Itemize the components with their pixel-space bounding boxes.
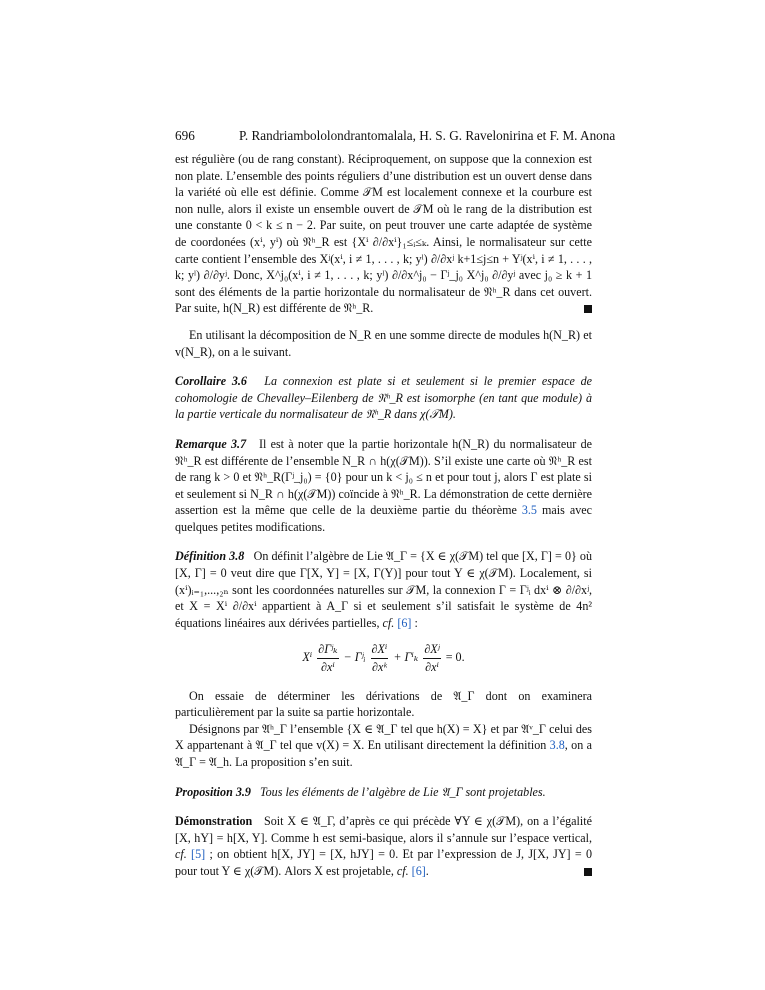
fraction-3: $\frac{\text{∂Xʲ}}{\text{∂xⁱ}}$: [424, 642, 440, 675]
paragraph-decomposition: En utilisant la décomposition de N_R en une somme directe de modules h(N_R) et v(N_R), on a le suivant.: [175, 327, 592, 359]
proposition-3-9: [175, 784, 592, 801]
remark-3-7: Remarque 3.7 Il est à noter que la partie horizontale h(N_R) du normalisateur de 𝔑ʰ_R est différente de l’ensemble N_R ∩ h(χ(𝒯M)). S’il existe une carte où 𝔑ʰ_R est de rang k > 0 et 𝔑ʰ_R(Γʲ_j₀) = {0} pour un k < j₀ ≤ n et pour tout j, alors Γ est plate si et seulement si N_R ∩ h(χ(𝒯M)) coïncide à 𝔑ʰ_R. La démonstration de cette dernière assertion est la même que celle de la deuxième partie du théorème 3.5 mais avec quelques petites modifications.: [175, 436, 592, 534]
proof-block: Démonstration Soit X ∈ 𝔄_Γ, d’après ce qui précède ∀Y ∈ χ(𝒯M), on a l’égalité [X, hY] = h[X, Y]. Comme h est semi-basique, alors il s’annule sur l’espace vertical, cf. [5] ; on obtient h[X, JY] = [X, hJY] = 0. Et par l’expression de J, J[X, JY] = 0 pour tout Y ∈ χ(𝒯M). Alors X est projetable, cf. [6].: [175, 814, 592, 878]
page-body: [175, 151, 592, 880]
paragraph-derivations: On essaie de déterminer les dérivations de 𝔄_Γ dont on examinera particulièrement par la suite sa partie horizontale.: [175, 688, 592, 720]
proof-label: Démonstration: [175, 814, 253, 829]
theorem-3-5-link[interactable]: 3.5: [521, 503, 537, 518]
page-number: 696: [175, 128, 195, 143]
fraction-2: $\frac{\text{∂Xⁱ}}{\text{∂xᵏ}}$: [371, 642, 388, 675]
running-authors: P. Randriambololondrantomalala, H. S. G. Ravelonirina et F. M. Anona: [239, 128, 616, 143]
paragraph-proof-end: est régulière (ou de rang constant). Réciproquement, on suppose que la connexion est non plate. L’ensemble des points réguliers d’une distribution est un ouvert dense dans la variété où elle est définie. Comme 𝒯M est localement connexe et la courbure est non nulle, alors il existe un ensemble ouvert de 𝒯M où le rang de la distribution est une constante 0 < k ≤ n − 2. Par suite, on peut trouver une carte adaptée de système de coordonées (xⁱ, yⁱ) où 𝔑ʰ_R est {Xⁱ ∂/∂xⁱ}₁≤ᵢ≤ₖ. Ainsi, le normalisateur sur cette carte contient l’ensemble des Xʲ(xⁱ, i ≠ 1, . . . , k; yˡ) ∂/∂xʲ k+1≤j≤n + Yʲ(xⁱ, i ≠ 1, . . . , k; yˡ) ∂/∂yʲ. Donc, X^j₀(xⁱ, i ≠ 1, . . . , k; yˡ) ∂/∂x^j₀ − Γʲ_j₀ X^j₀ ∂/∂yʲ avec j₀ ≥ k + 1 sont des éléments de la partie horizontale du normalisateur de 𝔑ʰ_R dans cet ouvert. Par suite, h(N_R) est différente de 𝔑ʰ_R.: [175, 152, 592, 316]
qed-icon: [584, 305, 592, 313]
corollary-text: La connexion est plate si et seulement si le premier espace de cohomologie de Chevalley–Eilenberg de 𝔑ʰ_R est isomorphe (en tant que module) à la partie verticale du normalisateur de 𝔑ʰ_R dans χ(𝒯M).: [175, 374, 592, 422]
definition-label: Définition 3.8: [175, 549, 245, 564]
citation-5-link[interactable]: [5]: [191, 847, 206, 862]
corollary-label: Corollaire 3.6: [175, 374, 247, 389]
remark-label: Remarque 3.7: [175, 436, 247, 451]
fraction-1: $\frac{\text{∂Γʲₖ}}{\text{∂xⁱ}}$: [318, 642, 338, 675]
proposition-label: Proposition 3.9: [175, 784, 251, 799]
citation-6-link[interactable]: [6]: [397, 615, 412, 630]
proposition-text: Tous les éléments de l’algèbre de Lie 𝔄_Γ sont projetables.: [260, 784, 546, 799]
qed-icon: [584, 868, 592, 876]
definition-3-8: Définition 3.8 On définit l’algèbre de Lie 𝔄_Γ = {X ∈ χ(𝒯M) tel que [X, Γ] = 0} où [X, Γ] = 0 veut dire que Γ[X, Y] = [X, Γ(Y)] pour tout Y ∈ χ(𝒯M). Localement, si (xⁱ)ᵢ₌₁,...,₂ₙ sont les coordonnées naturelles sur 𝒯M, la connexion Γ = Γʲᵢ dxⁱ ⊗ ∂/∂xʲ, et X = Xⁱ ∂/∂xⁱ appartient à A_Γ si et seulement s’il satisfait le système de 4n² équations linéaires aux dérivées partielles, cf. [6] :: [175, 549, 592, 630]
corollary-3-6: [175, 373, 592, 423]
paragraph-designons: Désignons par 𝔄ʰ_Γ l’ensemble {X ∈ 𝔄_Γ tel que h(X) = X} et par 𝔄ᵛ_Γ celui des X appartenant à 𝔄_Γ tel que v(X) = X. En utilisant directement la définition 3.8, on a 𝔄_Γ = 𝔄_h. La proposition s’en suit.: [175, 721, 592, 769]
citation-6-link-2[interactable]: [6]: [411, 863, 426, 878]
display-equation: Xⁱ $\frac{\text{∂Γʲₖ}}{\text{∂xⁱ}}$ − Γʲᵢ $\frac{\text{∂Xⁱ}}{\text{∂xᵏ}}$ + Γⁱₖ $\frac{\text{∂Xʲ}}{\text{∂xⁱ}}$ = 0.: [302, 642, 465, 675]
definition-3-8-link[interactable]: 3.8: [549, 738, 565, 753]
